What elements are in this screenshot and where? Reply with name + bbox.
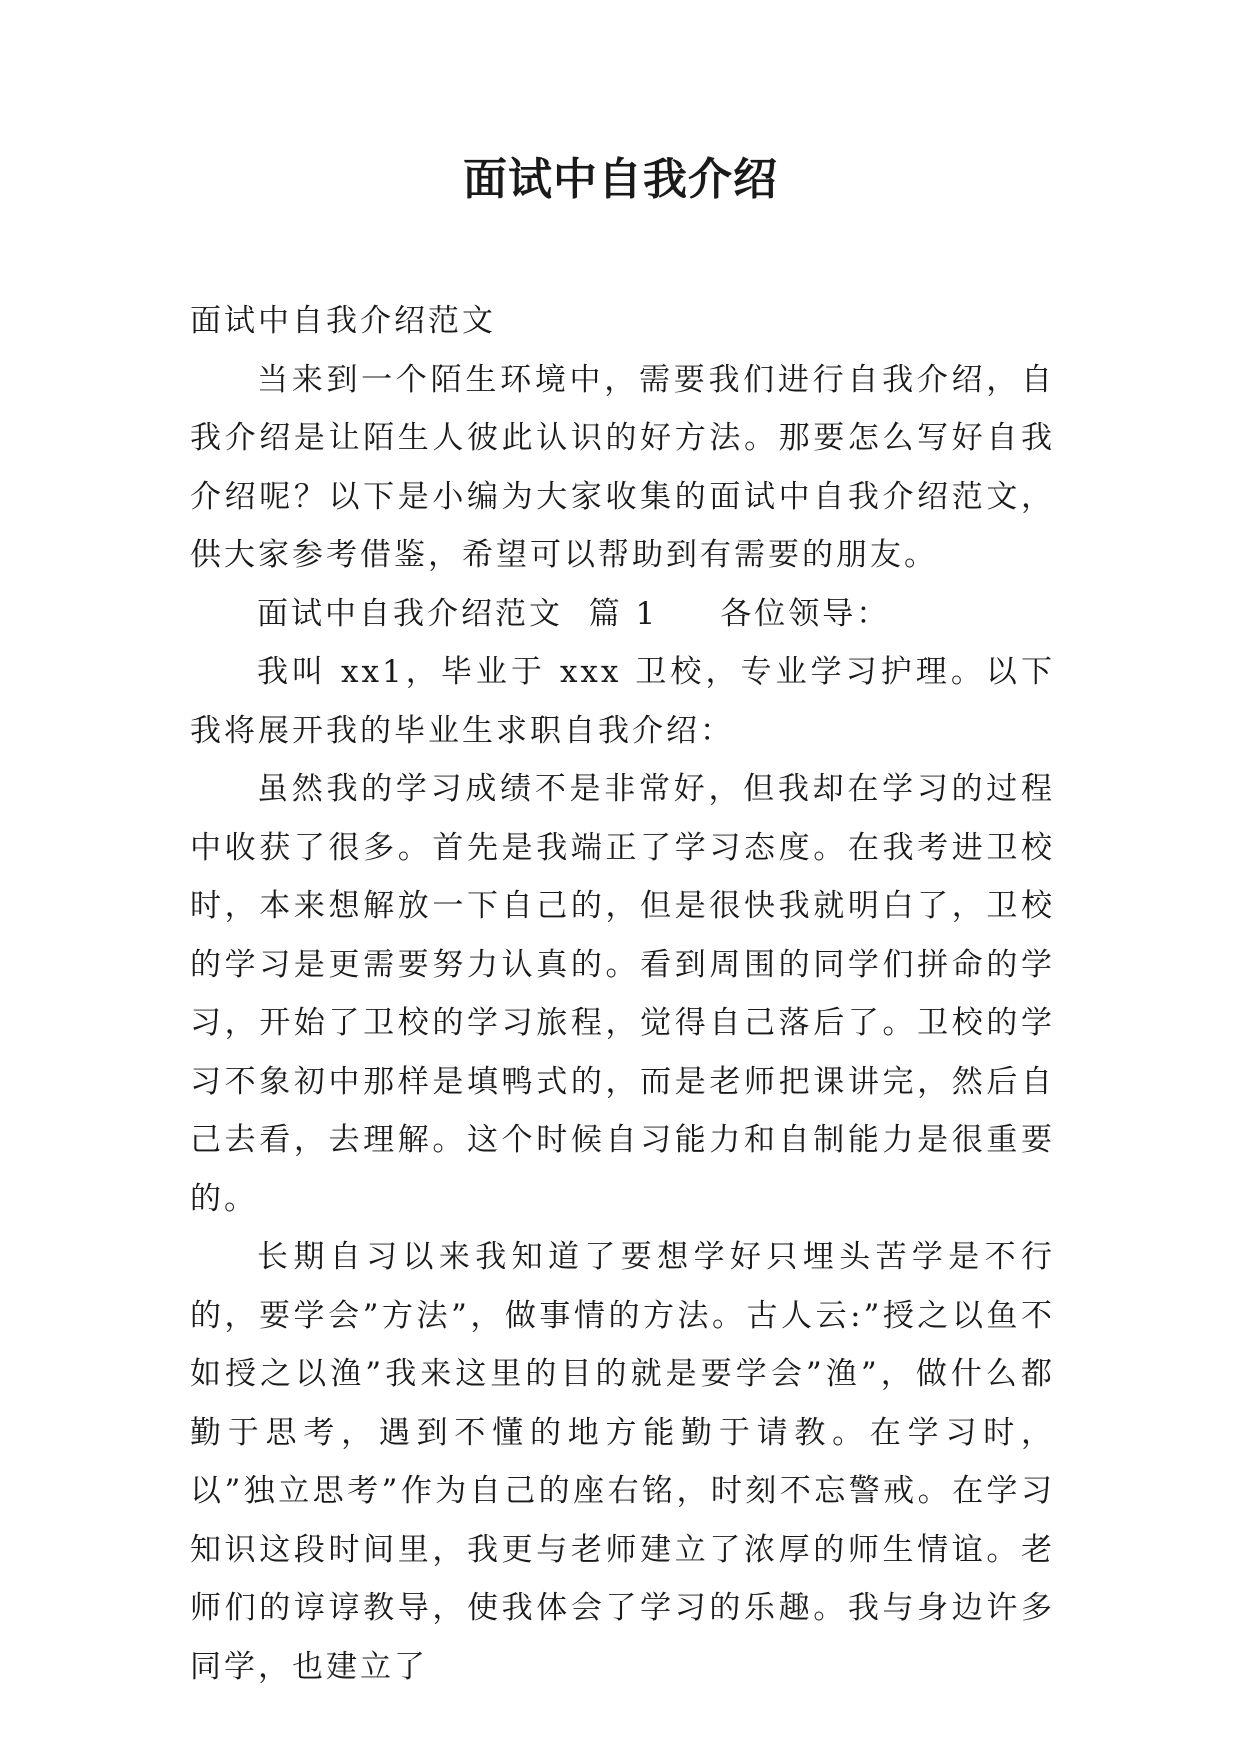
document-subtitle: 面试中自我介绍范文: [190, 303, 496, 339]
intro-paragraph: 当来到一个陌生环境中，需要我们进行自我介绍，自我介绍是让陌生人彼此认识的好方法。那要怎么写好自我介绍呢？以下是小编为大家收集的面试中自我介绍范文，供大家参考借鉴，希望可以帮助到有需要的朋友。: [190, 361, 1055, 573]
document-title: 面试中自我介绍: [463, 154, 778, 205]
paragraph-3: 长期自习以来我知道了要想学好只埋头苦学是不行的，要学会”方法”，做事情的方法。古人云:”授之以鱼不如授之以渔”我来这里的目的就是要学会”渔”，做什么都勤于思考，遇到不懂的地方能勤于请教。在学习时，以”独立思考”作为自己的座右铭，时刻不忘警戒。在学习知识这段时间里，我更与老师建立了浓厚的师生情谊。老师们的谆谆教导，使我体会了学习的乐趣。我与身边许多同学，也建立了: [190, 1239, 1055, 1685]
section-heading-line: [190, 585, 1055, 644]
section-label: 面试中自我介绍范文 篇 1: [257, 595, 659, 632]
paragraph-2: 虽然我的学习成绩不是非常好，但我却在学习的过程中收获了很多。首先是我端正了学习态度。在我考进卫校时，本来想解放一下自己的，但是很快我就明白了，卫校的学习是更需要努力认真的。看到周围的同学们拼命的学习，开始了卫校的学习旅程，觉得自己落后了。卫校的学习不象初中那样是填鸭式的，而是老师把课讲完，然后自己去看，去理解。这个时候自习能力和自制能力是很重要的。: [190, 771, 1055, 1217]
document-body: [190, 292, 1055, 1696]
greeting-text: 各位领导：: [720, 595, 891, 632]
paragraph-1: 我叫 xx1，毕业于 xxx 卫校，专业学习护理。以下我将展开我的毕业生求职自我介绍：: [190, 654, 1055, 749]
